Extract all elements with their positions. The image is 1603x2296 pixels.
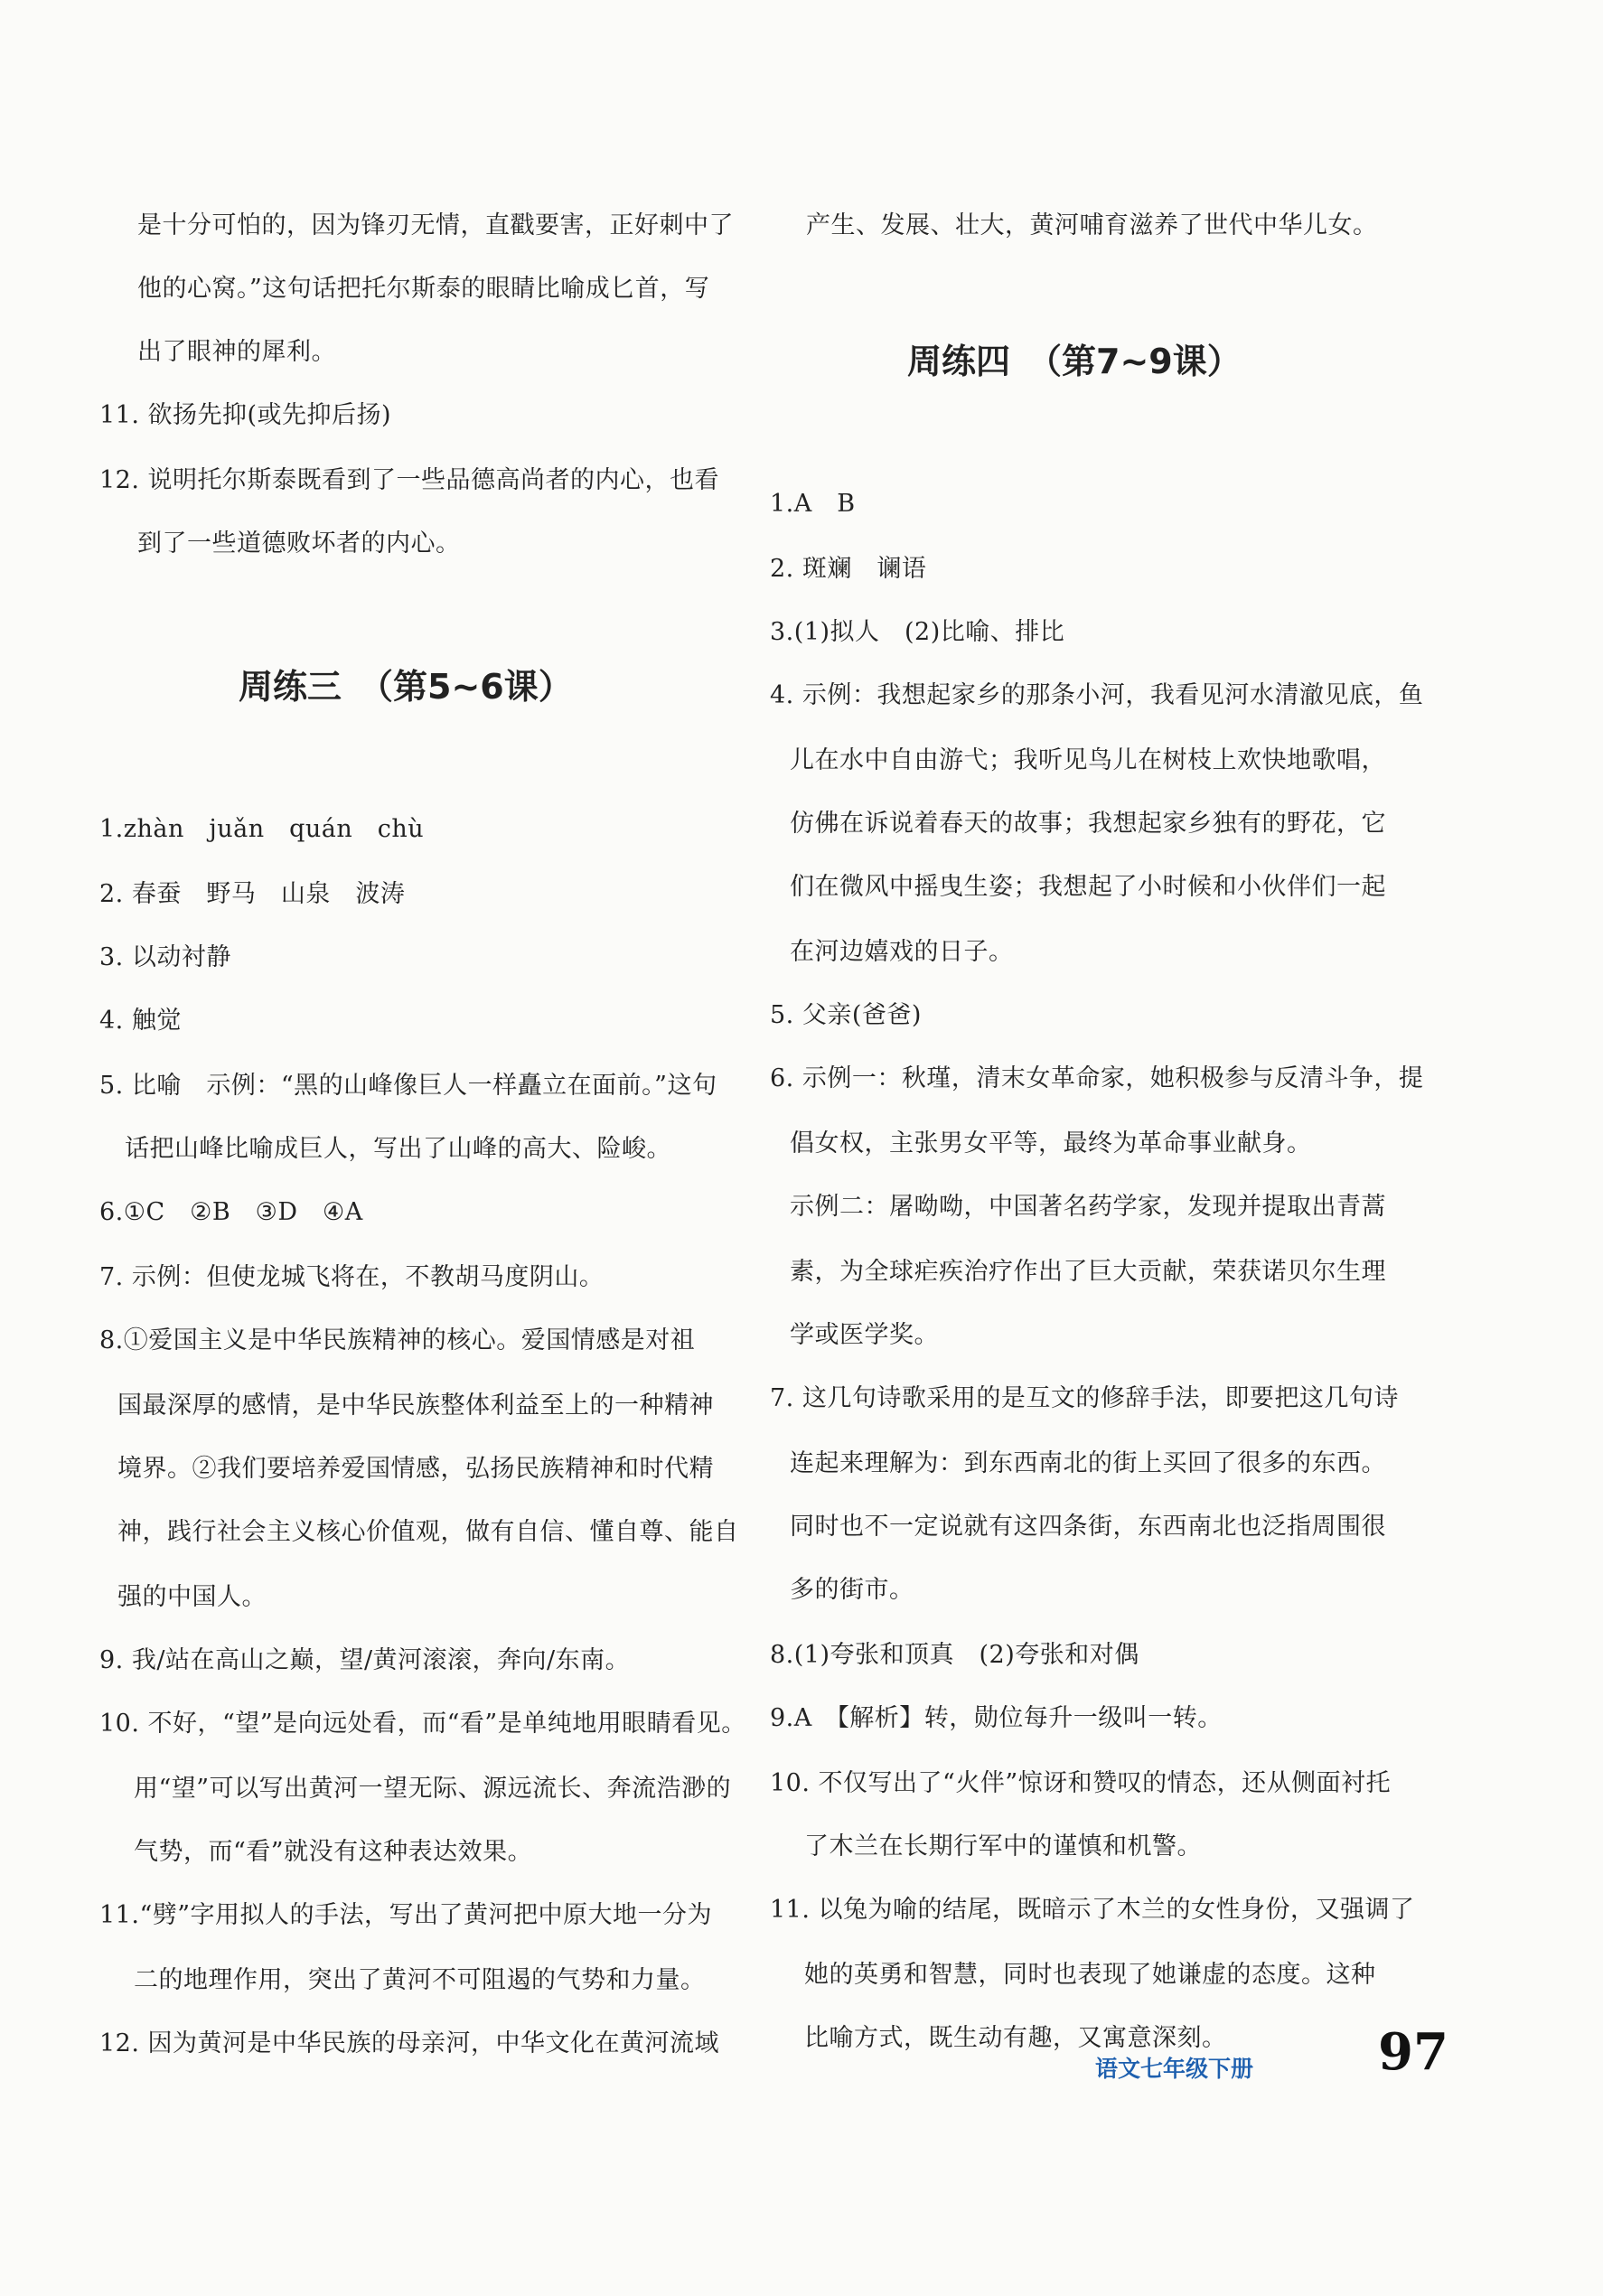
answer-line: 7. 示例：但使龙城飞将在，不教胡马度阴山。 (99, 1263, 605, 1291)
section-title-week3: 周练三 （第5~6课） (239, 667, 573, 707)
text-line: 强的中国人。 (117, 1583, 267, 1611)
answer-line: 3. 以动衬静 (99, 943, 231, 971)
answer-line: 12. 说明托尔斯泰既看到了一些品德高尚者的内心，也看 (99, 466, 720, 494)
answer-line: 10. 不好，“望”是向远处看，而“看”是单纯地用眼睛看见。 (99, 1710, 746, 1738)
answer-line: 8.①爱国主义是中华民族精神的核心。爱国情感是对祖 (99, 1326, 696, 1354)
answer-line: 8.(1)夸张和顶真 (2)夸张和对偶 (770, 1641, 1139, 1669)
answer-line: 11. 欲扬先抑(或先抑后扬) (99, 401, 392, 429)
text-line: 同时也不一定说就有这四条街，东西南北也泛指周围很 (790, 1513, 1386, 1541)
answer-line: 2. 斑斓 谰语 (770, 555, 927, 583)
answer-line: 9.A 【解析】转，勋位每升一级叫一转。 (770, 1704, 1223, 1732)
answer-line: 9. 我/站在高山之巅，望/黄河滚滚，奔向/东南。 (99, 1646, 631, 1674)
text-line: 神，践行社会主义核心价值观，做有自信、懂自尊、能自 (117, 1518, 739, 1546)
text-line: 素，为全球疟疾治疗作出了巨大贡献，荣获诺贝尔生理 (790, 1258, 1386, 1286)
text-line: 在河边嬉戏的日子。 (790, 938, 1014, 966)
answer-line: 11.“劈”字用拟人的手法，写出了黄河把中原大地一分为 (99, 1901, 713, 1929)
text-line: 产生、发展、壮大，黄河哺育滋养了世代中华儿女。 (806, 211, 1378, 239)
text-line: 气势，而“看”就没有这种表达效果。 (134, 1838, 533, 1866)
text-line: 话把山峰比喻成巨人，写出了山峰的高大、险峻。 (125, 1135, 671, 1163)
answer-line: 12. 因为黄河是中华民族的母亲河，中华文化在黄河流域 (99, 2029, 720, 2057)
page-number: 97 (1378, 2022, 1448, 2082)
text-line: 比喻方式，既生动有趣，又寓意深刻。 (804, 2024, 1227, 2052)
text-line: 了木兰在长期行军中的谨慎和机警。 (804, 1832, 1202, 1860)
text-line: 儿在水中自由游弋；我听见鸟儿在树枝上欢快地歌唱， (790, 746, 1386, 774)
text-line: 用“望”可以写出黄河一望无际、源远流长、奔流浩渺的 (134, 1775, 732, 1803)
text-line: 他的心窝。”这句话把托尔斯泰的眼睛比喻成匕首，写 (137, 275, 710, 303)
answer-line: 3.(1)拟人 (2)比喻、排比 (770, 618, 1065, 646)
answer-line: 2. 春蚕 野马 山泉 波涛 (99, 880, 406, 908)
text-line: 出了眼神的犀利。 (137, 338, 336, 366)
text-line: 是十分可怕的，因为锋刃无情，直戳要害，正好刺中了 (137, 211, 734, 239)
text-line: 到了一些道德败坏者的内心。 (137, 529, 461, 558)
answer-line: 6. 示例一：秋瑾，清末女革命家，她积极参与反清斗争，提 (770, 1064, 1424, 1092)
answer-line: 5. 比喻 示例：“黑的山峰像巨人一样矗立在面前。”这句 (99, 1072, 717, 1100)
text-line: 国最深厚的感情，是中华民族整体利益至上的一种精神 (117, 1392, 714, 1420)
answer-line: 10. 不仅写出了“火伴”惊讶和赞叹的情态，还从侧面衬托 (770, 1769, 1392, 1797)
text-line: 境界。②我们要培养爱国情感，弘扬民族精神和时代精 (117, 1455, 714, 1483)
answer-line: 5. 父亲(爸爸) (770, 1001, 922, 1029)
text-line: 二的地理作用，突出了黄河不可阻遏的气势和力量。 (134, 1966, 706, 1994)
footer-book-label: 语文七年级下册 (1095, 2056, 1254, 2082)
text-line: 学或医学奖。 (790, 1321, 939, 1349)
answer-line: 6.①C ②B ③D ④A (99, 1198, 363, 1226)
answer-line: 4. 触觉 (99, 1007, 182, 1035)
answer-line: 11. 以兔为喻的结尾，既暗示了木兰的女性身份，又强调了 (770, 1896, 1415, 1924)
text-line: 们在微风中摇曳生姿；我想起了小时候和小伙伴们一起 (790, 873, 1386, 901)
answer-line: 1.A B (770, 490, 856, 518)
answer-line: 4. 示例：我想起家乡的那条小河，我看见河水清澈见底，鱼 (770, 681, 1424, 709)
answer-line: 7. 这几句诗歌采用的是互文的修辞手法，即要把这几句诗 (770, 1384, 1399, 1412)
text-line: 连起来理解为：到东西南北的街上买回了很多的东西。 (790, 1449, 1386, 1477)
section-title-week4: 周练四 （第7~9课） (907, 342, 1242, 381)
answer-line: 1.zhàn juǎn quán chù (99, 815, 425, 843)
text-line: 她的英勇和智慧，同时也表现了她谦虚的态度。这种 (804, 1961, 1376, 1989)
text-line: 仿佛在诉说着春天的故事；我想起家乡独有的野花，它 (790, 810, 1386, 838)
text-line: 倡女权，主张男女平等，最终为革命事业献身。 (790, 1129, 1312, 1157)
text-line: 示例二：屠呦呦，中国著名药学家，发现并提取出青蒿 (790, 1193, 1386, 1221)
text-line: 多的街市。 (790, 1576, 914, 1604)
